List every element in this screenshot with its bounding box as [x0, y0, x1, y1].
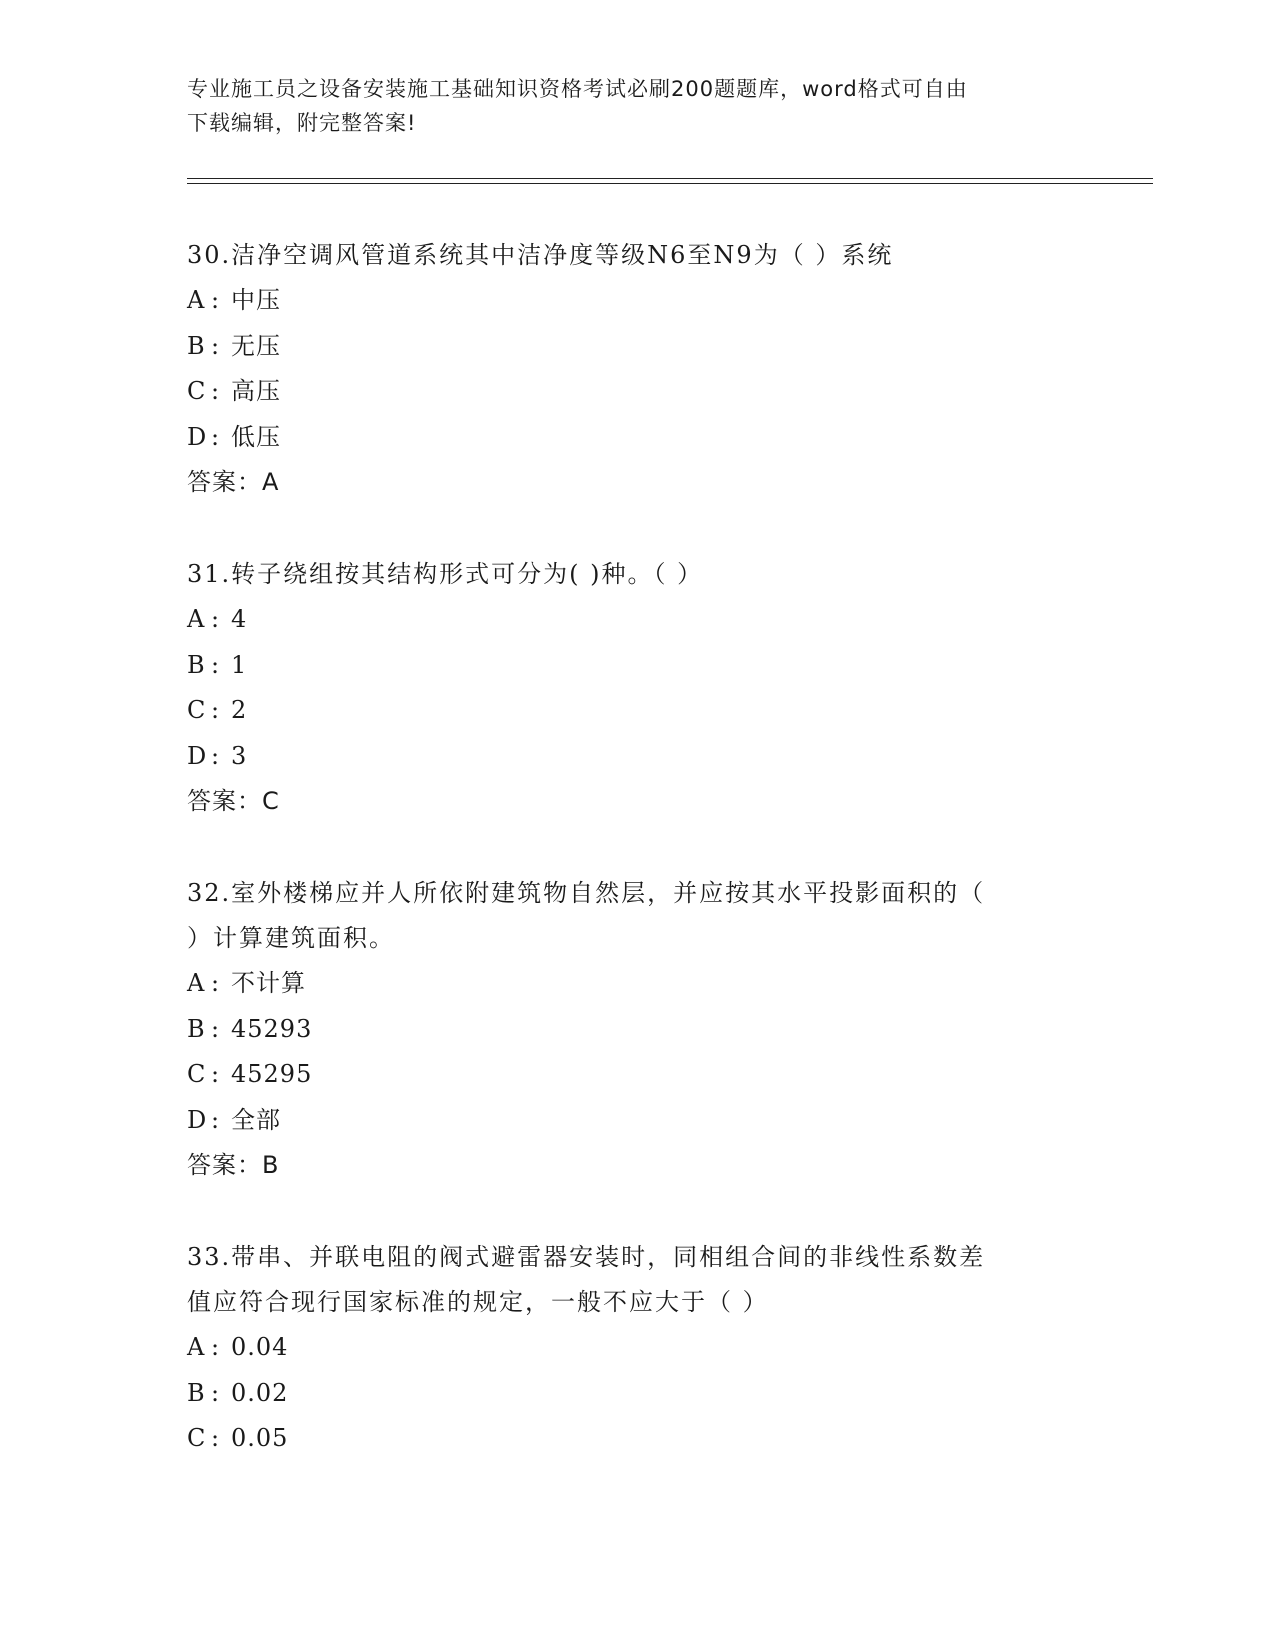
- answer-option: [187, 734, 1087, 780]
- answer-option: [187, 1371, 1087, 1417]
- option-separator: :: [211, 741, 221, 770]
- option-separator: :: [211, 969, 221, 997]
- option-text: 2: [231, 696, 248, 724]
- option-text: 45293: [231, 1014, 313, 1043]
- answer-option: [187, 1052, 1087, 1098]
- question-block: [187, 1235, 1087, 1462]
- question-stem-line: ）计算建筑面积。: [187, 924, 395, 952]
- option-text: 无压: [231, 331, 281, 360]
- option-text: 45295: [231, 1060, 313, 1088]
- option-separator: :: [211, 1060, 221, 1088]
- option-letter: D: [187, 422, 208, 451]
- answer-option: [187, 278, 1087, 324]
- answer-option: [187, 415, 1087, 461]
- question-block: [187, 233, 1087, 505]
- option-text: 中压: [231, 286, 281, 314]
- option-separator: :: [211, 422, 221, 451]
- answer-option: [187, 369, 1087, 415]
- question-stem-line: 32.室外楼梯应并人所依附建筑物自然层，并应按其水平投影面积的（: [187, 879, 986, 907]
- answer-option: [187, 688, 1087, 734]
- option-text: 高压: [231, 377, 281, 405]
- document-header: [187, 72, 1067, 140]
- option-separator: :: [211, 331, 221, 360]
- header-line-2: 下载编辑，附完整答案!: [187, 111, 417, 135]
- option-separator: :: [211, 1105, 221, 1134]
- option-text: 全部: [231, 1105, 281, 1134]
- option-text: 0.05: [231, 1424, 289, 1452]
- option-separator: :: [211, 1014, 221, 1043]
- option-text: 低压: [231, 422, 281, 451]
- option-letter: B: [187, 331, 206, 360]
- answer-option: [187, 1416, 1087, 1462]
- option-text: 0.04: [231, 1333, 289, 1361]
- option-text: 4: [231, 605, 248, 633]
- option-separator: :: [211, 286, 221, 314]
- option-letter: C: [187, 1060, 207, 1088]
- option-separator: :: [211, 650, 221, 679]
- question-stem-line: 30.洁净空调风管道系统其中洁净度等级N6至N9为（ ）系统: [187, 241, 894, 269]
- option-letter: A: [187, 605, 206, 633]
- option-letter: B: [187, 1378, 206, 1407]
- option-letter: B: [187, 650, 206, 679]
- question-stem-line: 33.带串、并联电阻的阀式避雷器安装时，同相组合间的非线性系数差: [187, 1243, 986, 1271]
- option-separator: :: [211, 1378, 221, 1407]
- option-letter: C: [187, 377, 207, 405]
- answer-option: [187, 1098, 1087, 1144]
- option-letter: D: [187, 1105, 208, 1134]
- answer-option: [187, 324, 1087, 370]
- option-letter: C: [187, 1424, 207, 1452]
- option-separator: :: [211, 696, 221, 724]
- question-stem-line: 31.转子绕组按其结构形式可分为( )种。（ ）: [187, 560, 704, 588]
- answer-key: 答案：A: [187, 468, 280, 496]
- header-divider-top: [187, 178, 1153, 179]
- option-letter: A: [187, 1333, 206, 1361]
- option-letter: C: [187, 696, 207, 724]
- header-line-1: 专业施工员之设备安装施工基础知识资格考试必刷200题题库，word格式可自由: [187, 77, 968, 101]
- answer-option: [187, 597, 1087, 643]
- option-separator: :: [211, 605, 221, 633]
- header-divider-bottom: [187, 183, 1153, 184]
- option-separator: :: [211, 1424, 221, 1452]
- option-text: 不计算: [231, 969, 306, 997]
- option-separator: :: [211, 377, 221, 405]
- option-text: 3: [231, 741, 248, 770]
- option-letter: B: [187, 1014, 206, 1043]
- answer-option: [187, 1325, 1087, 1371]
- option-text: 1: [231, 650, 248, 679]
- question-block: [187, 871, 1087, 1188]
- answer-option: [187, 1007, 1087, 1053]
- option-text: 0.02: [231, 1378, 289, 1407]
- answer-key: 答案：B: [187, 1151, 280, 1179]
- option-separator: :: [211, 1333, 221, 1361]
- question-stem-line: 值应符合现行国家标准的规定，一般不应大于（ ）: [187, 1288, 769, 1316]
- answer-key: 答案：C: [187, 787, 280, 815]
- answer-option: [187, 643, 1087, 689]
- question-block: [187, 552, 1087, 824]
- option-letter: A: [187, 286, 206, 314]
- option-letter: D: [187, 741, 208, 770]
- answer-option: [187, 961, 1087, 1007]
- option-letter: A: [187, 969, 206, 997]
